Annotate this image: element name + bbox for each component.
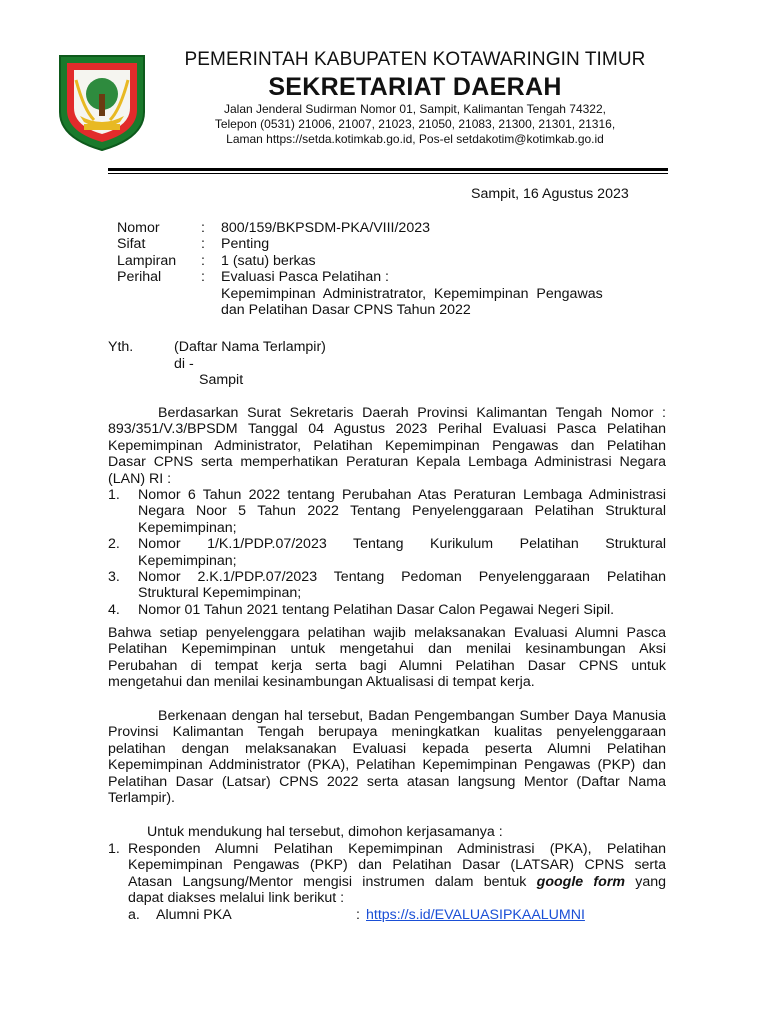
office-address: Jalan Jenderal Sudirman Nomor 01, Sampit, Kalimantan Tengah 74322,: [223, 102, 606, 116]
office-name: SEKRETARIAT DAERAH: [268, 73, 562, 101]
paragraph-2: [108, 708, 666, 806]
sifat-label: Sifat: [117, 236, 146, 253]
list-text: Atasan Langsung/Mentor mengisi instrumen dalam bentuk: [128, 873, 537, 890]
paragraph-line: pelatihan dengan melaksanakan Evaluasi kepada peserta Alumni Pelatihan: [108, 740, 666, 757]
list-line: Nomor 01 Tahun 2021 tentang Pelatihan Dasar Calon Pegawai Negeri Sipil.: [138, 601, 615, 618]
list-line: [128, 874, 666, 890]
paragraph-line: Terlampir).: [108, 789, 176, 806]
list-line: Kepemimpinan Pengawas (PKP) dan Pelatihan Dasar (LATSAR) CPNS serta: [128, 857, 666, 874]
paragraph-line: Bahwa setiap penyelenggara pelatihan wajib melaksanakan Evaluasi Alumni Pasca: [108, 625, 666, 641]
paragraph-line: mengetahui dan menilai kesinambungan Aktualisasi di tempat kerja.: [108, 674, 535, 691]
paragraph-1: [108, 405, 666, 487]
list-line: Negara Noor 5 Tahun 2022 Tentang Penyelenggaraan Pelatihan Struktural: [138, 503, 666, 520]
paragraph-line: Perubahan di tempat kerja serta bagi Alumni Pelatihan Dasar CPNS untuk: [108, 657, 666, 674]
colon: :: [201, 236, 205, 253]
list-number: 1.: [108, 841, 120, 857]
list-line: Responden Alumni Pelatihan Kepemimpinan Administrasi (PKA), Pelatihan: [128, 841, 666, 857]
recipient-name: (Daftar Nama Terlampir): [174, 339, 326, 355]
paragraph-line: Dasar CPNS serta memperhatikan Peraturan Kepala Lembaga Administrasi Negara: [108, 454, 666, 471]
paragraph-line: 893/351/V.3/BPSDM Tanggal 04 Agustus 2023 Perihal Evaluasi Pasca Pelatihan: [108, 421, 666, 438]
paragraph-3: Untuk mendukung hal tersebut, dimohon kerjasamanya :: [147, 824, 503, 840]
perihal-value: Evaluasi Pasca Pelatihan :: [221, 269, 389, 286]
paragraph-1b: [108, 625, 666, 691]
list-number: 1.: [108, 487, 120, 503]
sub-item-letter: a.: [128, 907, 140, 923]
letter-meta: [117, 220, 681, 318]
sifat-value: Penting: [221, 236, 270, 253]
paragraph-line: Pelatihan Dasar (Latsar) CPNS 2022 serta atasan langsung Mentor (Daftar Nama: [108, 773, 666, 790]
alumni-pka-form-link[interactable]: https://s.id/EVALUASIPKAALUMNI: [366, 907, 585, 923]
list-line: Nomor 1/K.1/PDP.07/2023 Tentang Kurikulum Pelatihan Struktural: [138, 536, 666, 553]
list-number: 4.: [108, 601, 120, 618]
paragraph-line: Provinsi Kalimantan Tengah berupaya meningkatkan kualitas penyelenggaraan: [108, 724, 666, 741]
office-phone: Telepon (0531) 21006, 21007, 21023, 21050, 21083, 21300, 21301, 21316,: [214, 117, 616, 131]
list-line: Struktural Kepemimpinan;: [138, 585, 302, 602]
lampiran-label: Lampiran: [117, 252, 177, 269]
list-item: [108, 841, 666, 907]
list-line: Nomor 6 Tahun 2022 tentang Perubahan Atas Peraturan Lembaga Administrasi: [138, 487, 666, 503]
salutation: Yth.: [108, 339, 134, 355]
list-item: [108, 602, 666, 618]
nomor-value: 800/159/BKPSDM-PKA/VIII/2023: [221, 220, 430, 236]
list-line: Kepemimpinan;: [138, 519, 237, 536]
recipient-di: di -: [174, 356, 194, 372]
lampiran-value: 1 (satu) berkas: [221, 252, 316, 269]
paragraph-line: Kepemimpinan Administrator, Pelatihan Kepemimpinan Pengawas dan Pelatihan: [108, 437, 666, 454]
list-number: 3.: [108, 568, 120, 585]
letterhead-thin-rule: [108, 173, 668, 174]
colon: :: [201, 220, 205, 236]
perihal-label: Perihal: [117, 269, 162, 286]
list-line: Nomor 2.K.1/PDP.07/2023 Tentang Pedoman Penyelenggaraan Pelatihan: [138, 568, 666, 585]
list-line: Kepemimpinan;: [138, 552, 237, 569]
letterhead-thick-rule: [108, 168, 668, 171]
list-number: 2.: [108, 536, 120, 553]
list-item: [108, 487, 666, 536]
request-list: [108, 841, 666, 907]
list-item: [108, 536, 666, 569]
letter-date: Sampit, 16 Agustus 2023: [471, 186, 629, 202]
paragraph-line: Pelatihan Kepemimpinan untuk mengetahui dan menilai kesinambungan Aksi: [108, 641, 666, 658]
sub-item-colon: :: [356, 907, 360, 923]
office-web: Laman https://setda.kotimkab.go.id, Pos-el setdakotim@kotimkab.go.id: [226, 132, 604, 146]
recipient-place: Sampit: [199, 372, 244, 388]
paragraph-text: Berdasarkan Surat Sekretaris Daerah Provinsi Kalimantan Tengah Nomor :: [158, 405, 666, 421]
list-text: yang: [624, 873, 666, 890]
paragraph-line: [108, 405, 666, 421]
list-item: [108, 569, 666, 602]
nomor-label: Nomor: [117, 220, 160, 236]
sub-item-label: Alumni PKA: [156, 907, 232, 923]
letterhead: [150, 48, 680, 147]
colon: :: [201, 269, 205, 286]
regulation-list: [108, 487, 666, 618]
regency-emblem-logo: [54, 50, 150, 154]
perihal-line-3: dan Pelatihan Dasar CPNS Tahun 2022: [221, 302, 471, 319]
google-form-emphasis: google form: [536, 873, 625, 890]
colon: :: [201, 252, 205, 269]
government-name: PEMERINTAH KABUPATEN KOTAWARINGIN TIMUR: [184, 49, 646, 70]
paragraph-line: Kepemimpinan Addministrator (PKA), Pelatihan Kepemimpinan Pengawas (PKP) dan: [108, 757, 666, 774]
list-line: dapat diakses melalui link berikut :: [128, 890, 345, 907]
paragraph-line: [108, 708, 666, 724]
perihal-line-2: Kepemimpinan Administratrator, Kepemimpinan Pengawas: [221, 285, 603, 302]
paragraph-text: Berkenaan dengan hal tersebut, Badan Pengembangan Sumber Daya Manusia: [158, 708, 666, 724]
paragraph-line: (LAN) RI :: [108, 470, 172, 487]
